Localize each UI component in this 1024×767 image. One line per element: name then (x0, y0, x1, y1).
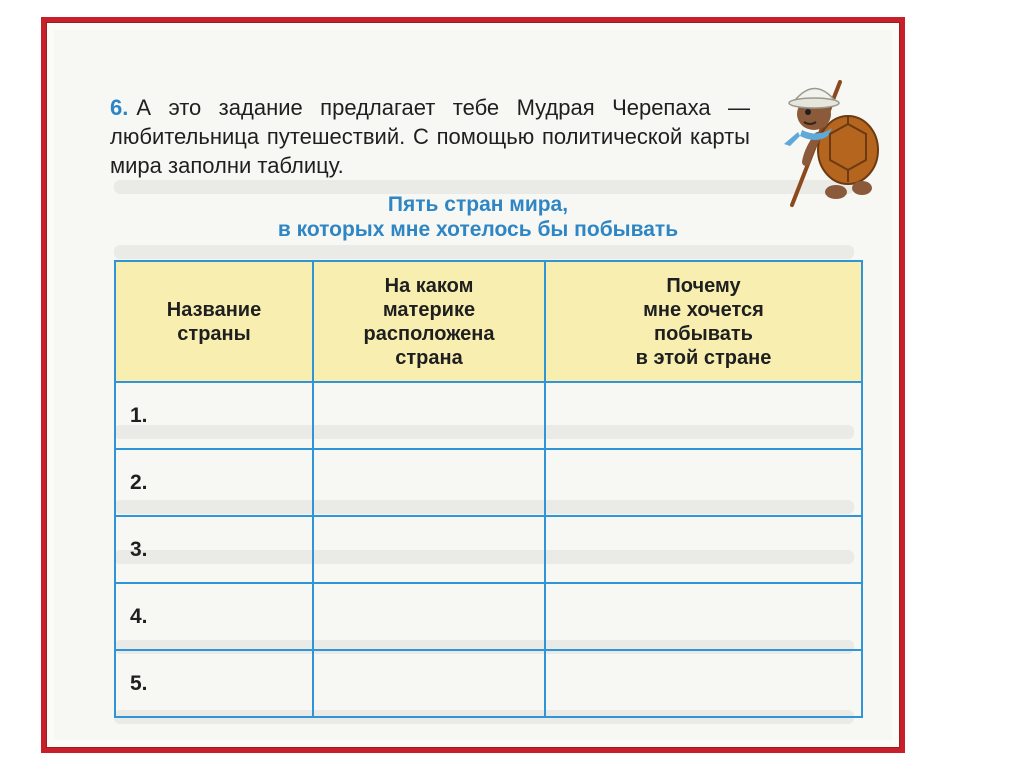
table-title-line-1: Пять стран мира, (387, 193, 569, 216)
reason-cell[interactable] (545, 382, 862, 449)
textbook-page (54, 30, 892, 740)
table-title-line-2: в которых мне хотелось бы побывать (277, 218, 679, 241)
continent-cell[interactable] (313, 650, 545, 717)
task-text: А это задание предлагает тебе Мудрая Черепаха — любительница путешествий. С помощью политической карты мира заполни таблицу. (110, 95, 750, 178)
row-number: 1. (115, 382, 313, 449)
header-reason (545, 261, 862, 382)
table-row (115, 650, 862, 717)
table-row (115, 449, 862, 516)
row-number: 5. (115, 650, 313, 717)
continent-cell[interactable] (313, 449, 545, 516)
header-line: в этой стране (635, 346, 772, 369)
reason-cell[interactable] (545, 516, 862, 583)
reason-cell[interactable] (545, 583, 862, 650)
continent-cell[interactable] (313, 382, 545, 449)
header-line: побывать (654, 322, 753, 345)
task-number: 6. (110, 95, 129, 120)
bleed-through-line (114, 245, 854, 259)
wise-turtle-traveler-icon (778, 70, 882, 208)
table-row (115, 516, 862, 583)
countries-table (114, 260, 863, 718)
header-line: страна (395, 346, 463, 369)
row-number: 2. (115, 449, 313, 516)
row-number: 3. (115, 516, 313, 583)
row-number: 4. (115, 583, 313, 650)
table-header-row (115, 261, 862, 382)
table-row (115, 382, 862, 449)
header-line: материке (382, 298, 476, 321)
reason-cell[interactable] (545, 449, 862, 516)
continent-cell[interactable] (313, 583, 545, 650)
continent-cell[interactable] (313, 516, 545, 583)
table-row (115, 583, 862, 650)
slide-frame (41, 17, 905, 753)
header-line: страны (177, 322, 251, 345)
header-line: Название (166, 298, 262, 321)
header-country-name (115, 261, 313, 382)
header-line: мне хочется (643, 298, 764, 321)
task-paragraph (110, 93, 750, 180)
header-line: Почему (666, 274, 741, 297)
header-line: расположена (363, 322, 495, 345)
table-title (110, 192, 846, 242)
reason-cell[interactable] (545, 650, 862, 717)
header-line: На каком (384, 274, 474, 297)
header-continent (313, 261, 545, 382)
